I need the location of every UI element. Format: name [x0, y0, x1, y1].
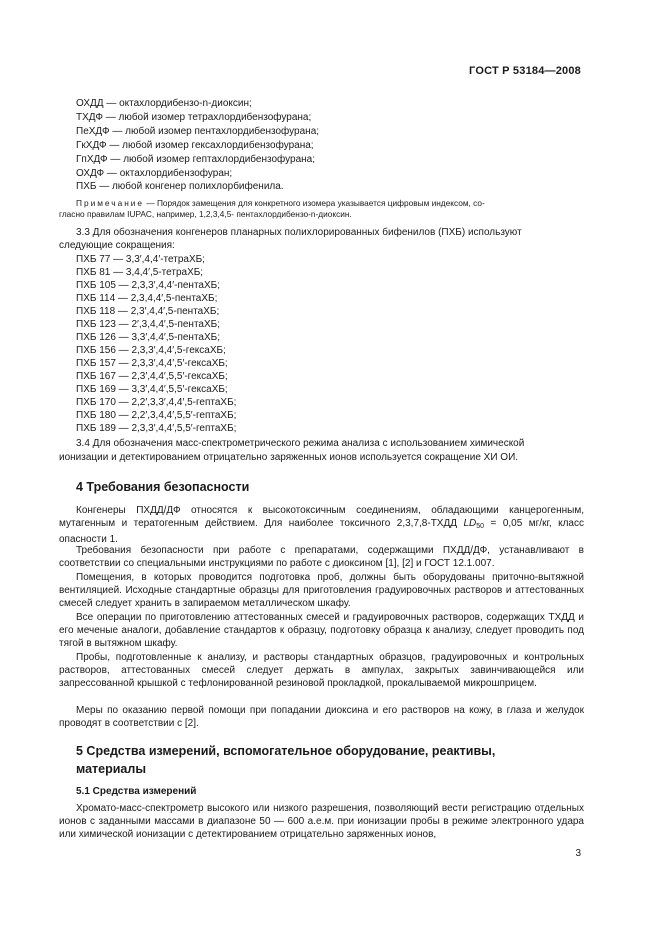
list-item: ПХБ 167 — 2,3′,4,4′,5,5′-гексаХБ; [76, 371, 228, 382]
list-item: ТХДФ — любой изомер тетрахлордибензофурана; [76, 112, 312, 123]
list-item: ПХБ 157 — 2,3,3′,4,4′,5′-гексаХБ; [76, 358, 228, 369]
list-item: ПеХДФ — любой изомер пентахлордибензофурана; [76, 126, 320, 137]
list-item: ПХБ 105 — 2,3,3′,4,4′-пентаХБ; [76, 280, 220, 291]
list-item: ПХБ — любой конгенер полихлорбифенила. [76, 181, 284, 192]
list-item: ПХБ 118 — 2,3′,4,4′,5-пентаХБ; [76, 306, 220, 317]
list-item: ПХБ 170 — 2,2′,3,3′,4,4′,5-гептаХБ; [76, 397, 237, 408]
list-item: ПХБ 156 — 2,3,3′,4,4′,5-гексаХБ; [76, 345, 226, 356]
clause-3-3-cont: следующие сокращения: [59, 240, 175, 251]
list-item: ОХДФ — октахлордибензофуран; [76, 168, 233, 179]
page-number: 3 [575, 848, 581, 859]
list-item: ПХБ 123 — 2′,3,4,4′,5-пентаХБ; [76, 319, 220, 330]
note-line-1: Примечание — Порядок замещения для конкретного изомера указывается цифровым индексом, со- [76, 198, 485, 208]
list-item: ГпХДФ — любой изомер гептахлордибензофурана; [76, 154, 316, 165]
list-item: ПХБ 77 — 3,3′,4,4′-тетраХБ; [76, 254, 205, 265]
note-line-2: гласно правилам IUPAC, например, 1,2,3,4,5- пентахлордибензо-n-диоксин. [59, 209, 352, 219]
list-item: ОХДД — октахлордибензо-n-диоксин; [76, 98, 252, 109]
section-5-heading-cont: материалы [76, 762, 146, 776]
section-4-paragraph-4: Все операции по приготовлению аттестованных смесей и градуировочных растворов, содержащих ТХДД и его меченые аналоги, добавление стандартов к образцу, подготовку образца к анализу, следует проводить под тягой в вытяжном шкафу. [59, 612, 584, 650]
section-4-paragraph-5: Пробы, подготовленные к анализу, и растворы стандартных образцов, градуировочных и контрольных растворов, аттестованных смесей следует держать в ампулах, закрытых завинчивающейся или запрессованной крышкой с тефлонированной резиновой прокладкой, прокалываемой микрошприцем. [59, 652, 584, 690]
clause-3-4: 3.4 Для обозначения масс-спектрометрического режима анализа с использованием химической [76, 438, 525, 449]
list-item: ПХБ 189 — 2,3,3′,4,4′,5,5′-гептаХБ; [76, 423, 237, 434]
list-item: ПХБ 114 — 2,3,4,4′,5-пентаХБ; [76, 293, 218, 304]
list-item: ПХБ 180 — 2,2′,3,4,4′,5,5′-гептаХБ; [76, 410, 237, 421]
list-item: ПХБ 169 — 3,3′,4,4′,5,5′-гексаХБ; [76, 384, 228, 395]
list-item: ГкХДФ — любой изомер гексахлордибензофурана; [76, 140, 314, 151]
document-header: ГОСТ Р 53184—2008 [469, 65, 581, 77]
section-4-paragraph-6: Меры по оказанию первой помощи при попадании диоксина и его растворов на кожу, в глаза и желудок проводят в соответствии с [2]. [59, 705, 584, 730]
section-4-paragraph-2: Требования безопасности при работе с препаратами, содержащими ПХДД/ДФ, устанавливают в соответствии со специальными инструкциями по работе с диоксином [1], [2] и ГОСТ 12.1.007. [59, 545, 584, 570]
section-4-heading: 4 Требования безопасности [76, 480, 250, 494]
subsection-5-1-heading: 5.1 Средства измерений [76, 786, 197, 797]
section-4-paragraph-1: Конгенеры ПХДД/ДФ относятся к высокотоксичным соединениям, обладающими канцерогенным, мутагенным и тератогенным действием. Для наиболее токсичного 2,3,7,8-ТХДД $LD_{50} = 0,05$ мг/кг, класс опасности 1. [59, 505, 584, 546]
list-item: ПХБ 81 — 3,4,4′,5-тетраХБ; [76, 267, 204, 278]
clause-3-3: 3.3 Для обозначения конгенеров планарных полихлорированных бифенилов (ПХБ) используют [76, 227, 522, 238]
note-label: Примечание [76, 198, 145, 208]
clause-3-4-cont: ионизации и детектированием отрицательно заряженных ионов используется сокращение ХИ ОИ. [59, 452, 519, 463]
section-4-paragraph-3: Помещения, в которых проводится подготовка проб, должны быть оборудованы приточно-вытяжной вентиляцией. Исходные стандартные образцы для приготовления градуировочных растворов и аттестованных смесей следует хранить в запираемом металлическом шкафу. [59, 572, 584, 610]
section-5-1-paragraph-1: Хромато-масс-спектрометр высокого или низкого разрешения, позволяющий вести регистрацию отдельных ионов с заданными массами в диапазоне 50 — 600 а.е.м. при ионизации пробы в режиме электронного удара или химической ионизации с детектированием отрицательно заряженных ионов, [59, 803, 584, 841]
list-item: ПХБ 126 — 3,3′,4,4′,5-пентаХБ; [76, 332, 220, 343]
section-5-heading: 5 Средства измерений, вспомогательное оборудование, реактивы, [76, 744, 496, 758]
